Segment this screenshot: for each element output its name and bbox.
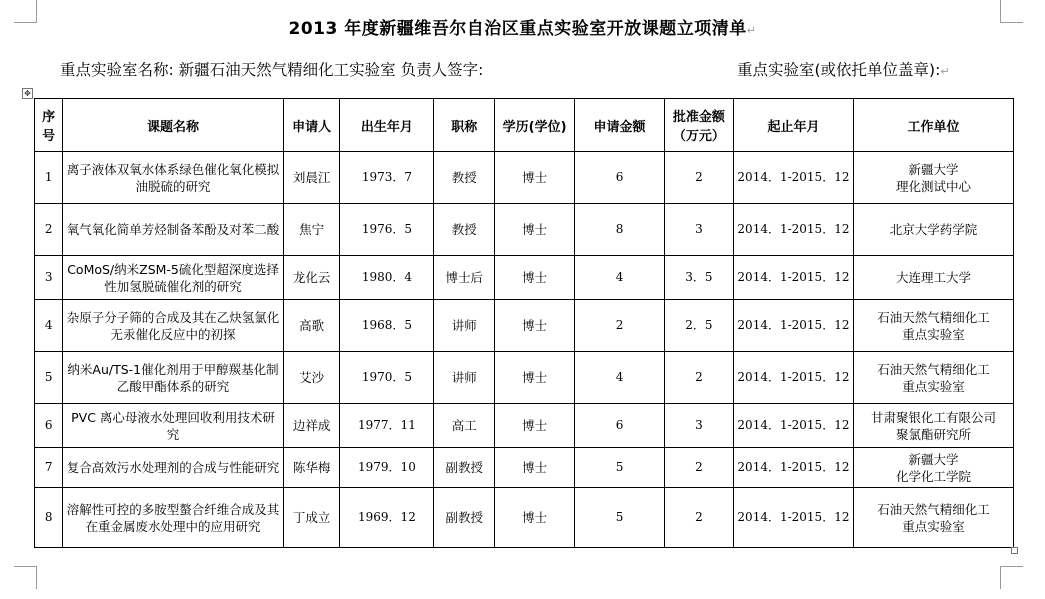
row-degree-text: 博士 — [522, 370, 548, 385]
row-period[interactable] — [733, 352, 853, 404]
row-requested[interactable] — [575, 488, 665, 548]
row-title[interactable] — [434, 256, 495, 300]
row-title[interactable] — [434, 448, 495, 488]
row-requested[interactable] — [575, 256, 665, 300]
row-no[interactable] — [35, 488, 63, 548]
row-requested-text: 6 — [615, 418, 624, 432]
row-title-text: 副教授 — [445, 460, 484, 475]
row-no-text: 7 — [44, 460, 53, 474]
row-period-text: 2014．1-2015．12 — [737, 270, 850, 284]
row-approved[interactable] — [665, 204, 734, 256]
row-applicant[interactable] — [283, 204, 340, 256]
row-birth-text: 1977．11 — [358, 418, 416, 432]
row-requested[interactable] — [575, 152, 665, 204]
row-period[interactable] — [733, 488, 853, 548]
row-period[interactable] — [733, 448, 853, 488]
row-applicant-text: 高歌 — [299, 318, 325, 333]
row-title-text: 讲师 — [451, 318, 477, 333]
row-unit[interactable] — [854, 204, 1014, 256]
row-no[interactable] — [35, 152, 63, 204]
row-topic[interactable] — [63, 300, 283, 352]
table-row — [35, 404, 1014, 448]
row-title-text: 教授 — [451, 170, 477, 185]
row-approved-text: 3．5 — [685, 270, 713, 284]
row-applicant-text: 刘晨江 — [292, 170, 331, 185]
row-title[interactable] — [434, 300, 495, 352]
row-topic[interactable] — [63, 204, 283, 256]
row-applicant-text: 龙化云 — [292, 270, 331, 285]
row-applicant-text: 焦宁 — [299, 222, 325, 237]
row-title-text: 教授 — [451, 222, 477, 237]
row-degree[interactable] — [495, 352, 575, 404]
row-requested[interactable] — [575, 404, 665, 448]
row-approved[interactable] — [665, 488, 734, 548]
row-applicant-text: 边祥成 — [292, 418, 331, 433]
page-title-text: 2013 年度新疆维吾尔自治区重点实验室开放课题立项清单 — [288, 19, 747, 39]
row-no-text: 2 — [44, 222, 53, 236]
row-topic[interactable] — [63, 404, 283, 448]
row-period[interactable] — [733, 204, 853, 256]
row-degree[interactable] — [495, 404, 575, 448]
row-unit[interactable] — [854, 256, 1014, 300]
row-unit-text: 石油天然气精细化工 重点实验室 — [877, 501, 990, 534]
lab-name-label: 重点实验室名称: 新疆石油天然气精细化工实验室 负责人签字: — [60, 61, 484, 79]
row-unit[interactable] — [854, 488, 1014, 548]
row-birth[interactable] — [340, 256, 434, 300]
row-topic-text: 溶解性可控的多胺型螯合纤维合成及其在重金属废水处理中的应用研究 — [66, 501, 280, 534]
row-degree[interactable] — [495, 448, 575, 488]
table-row — [35, 448, 1014, 488]
row-approved-text: 2 — [695, 370, 703, 384]
stamp-label — [737, 58, 950, 80]
row-topic-text: PVC 离心母液水处理回收利用技术研究 — [71, 409, 275, 442]
row-birth[interactable] — [340, 404, 434, 448]
row-title-text: 副教授 — [445, 510, 484, 525]
row-period[interactable] — [733, 300, 853, 352]
crop-mark-bottom-left — [14, 566, 37, 589]
col-header-approved: 批准金额（万元） — [665, 99, 734, 152]
row-period-text: 2014．1-2015．12 — [737, 510, 850, 524]
row-no-text: 6 — [44, 418, 53, 432]
row-approved-text: 2 — [695, 510, 703, 524]
table-row — [35, 152, 1014, 204]
row-topic-text: 杂原子分子筛的合成及其在乙炔氢氯化无汞催化反应中的初探 — [66, 309, 280, 342]
row-unit-text: 甘肃聚银化工有限公司 聚氯酯研究所 — [871, 409, 997, 442]
row-topic-text: 离子液体双氧水体系绿色催化氧化模拟油脱硫的研究 — [66, 161, 280, 194]
row-degree-text: 博士 — [522, 318, 548, 333]
row-approved[interactable] — [665, 300, 734, 352]
col-header-birth: 出生年月 — [340, 99, 434, 152]
row-birth[interactable] — [340, 152, 434, 204]
row-topic[interactable] — [63, 256, 283, 300]
table-row — [35, 488, 1014, 548]
row-degree-text: 博士 — [522, 460, 548, 475]
row-title[interactable] — [434, 352, 495, 404]
table-row — [35, 352, 1014, 404]
row-birth-text: 1970．5 — [361, 370, 413, 384]
row-no[interactable] — [35, 300, 63, 352]
row-no-text: 5 — [44, 370, 53, 384]
col-header-unit: 工作单位 — [854, 99, 1014, 152]
row-unit[interactable] — [854, 152, 1014, 204]
row-unit-text: 北京大学药学院 — [889, 222, 978, 237]
col-header-period: 起止年月 — [733, 99, 853, 152]
table-move-handle-icon[interactable]: ✥ — [22, 88, 33, 99]
row-no[interactable] — [35, 256, 63, 300]
row-no[interactable] — [35, 204, 63, 256]
row-no[interactable] — [35, 448, 63, 488]
row-requested-text: 4 — [615, 370, 624, 384]
row-applicant[interactable] — [283, 152, 340, 204]
row-approved-text: 2．5 — [685, 318, 713, 332]
row-requested-text: 8 — [615, 222, 624, 236]
col-header-no: 序号 — [35, 99, 63, 152]
row-requested-text: 5 — [615, 460, 624, 474]
row-topic-text: CoMoS/纳米ZSM-5硫化型超深度选择性加氢脱硫催化剂的研究 — [67, 261, 279, 294]
row-topic-text: 纳米Au/TS-1催化剂用于甲醇羰基化制乙酸甲酯体系的研究 — [67, 361, 279, 394]
row-birth[interactable] — [340, 300, 434, 352]
row-no-text: 8 — [44, 510, 53, 524]
row-topic-text: 氧气氧化简单芳烃制备苯酚及对苯二酸 — [66, 222, 280, 237]
row-birth-text: 1979．10 — [358, 460, 416, 474]
row-unit-text: 大连理工大学 — [896, 270, 972, 285]
row-degree[interactable] — [495, 488, 575, 548]
table-row — [35, 204, 1014, 256]
row-title-text: 博士后 — [445, 270, 484, 285]
row-applicant-text: 陈华梅 — [292, 460, 331, 475]
row-period-text: 2014．1-2015．12 — [737, 418, 850, 432]
row-unit-text: 新疆大学 化学化工学院 — [896, 451, 972, 484]
row-period[interactable] — [733, 152, 853, 204]
table-row — [35, 300, 1014, 352]
row-requested-text: 4 — [615, 270, 624, 284]
row-approved[interactable] — [665, 256, 734, 300]
page-title — [0, 14, 1045, 39]
row-topic[interactable] — [63, 352, 283, 404]
row-approved-text: 2 — [695, 460, 703, 474]
row-period-text: 2014．1-2015．12 — [737, 460, 850, 474]
row-topic-text: 复合高效污水处理剂的合成与性能研究 — [66, 460, 280, 475]
row-no-text: 3 — [44, 270, 53, 284]
row-unit-text: 石油天然气精细化工 重点实验室 — [877, 309, 990, 342]
row-applicant[interactable] — [283, 448, 340, 488]
row-unit[interactable] — [854, 448, 1014, 488]
project-table — [34, 98, 1014, 548]
row-applicant[interactable] — [283, 404, 340, 448]
row-unit[interactable] — [854, 404, 1014, 448]
row-applicant[interactable] — [283, 256, 340, 300]
row-degree[interactable] — [495, 256, 575, 300]
row-requested[interactable] — [575, 300, 665, 352]
row-title[interactable] — [434, 204, 495, 256]
row-applicant-text: 丁成立 — [292, 510, 331, 525]
row-requested[interactable] — [575, 448, 665, 488]
row-title[interactable] — [434, 404, 495, 448]
paragraph-mark-icon: ↵ — [940, 65, 950, 78]
row-no-text: 4 — [44, 318, 53, 332]
paragraph-mark-icon: ↵ — [746, 24, 757, 37]
row-birth-text: 1976．5 — [361, 222, 413, 236]
row-birth-text: 1969．12 — [358, 510, 416, 524]
row-approved-text: 3 — [695, 418, 703, 432]
table-resize-handle-icon[interactable] — [1011, 547, 1018, 554]
row-birth[interactable] — [340, 488, 434, 548]
row-unit[interactable] — [854, 352, 1014, 404]
row-topic[interactable] — [63, 488, 283, 548]
row-birth[interactable] — [340, 352, 434, 404]
row-title-text: 高工 — [451, 418, 477, 433]
row-no-text: 1 — [44, 170, 53, 184]
row-applicant[interactable] — [283, 488, 340, 548]
stamp-label-text: 重点实验室(或依托单位盖章): — [737, 61, 941, 79]
row-birth[interactable] — [340, 204, 434, 256]
row-degree[interactable] — [495, 152, 575, 204]
row-degree-text: 博士 — [522, 418, 548, 433]
row-title-text: 讲师 — [451, 370, 477, 385]
row-approved[interactable] — [665, 448, 734, 488]
row-requested-text: 5 — [615, 510, 624, 524]
row-approved[interactable] — [665, 404, 734, 448]
row-topic[interactable] — [63, 152, 283, 204]
row-approved-text: 3 — [695, 222, 703, 236]
row-applicant[interactable] — [283, 300, 340, 352]
table-row — [35, 256, 1014, 300]
row-period-text: 2014．1-2015．12 — [737, 222, 850, 236]
row-unit-text: 石油天然气精细化工 重点实验室 — [877, 361, 990, 394]
row-approved[interactable] — [665, 352, 734, 404]
row-unit[interactable] — [854, 300, 1014, 352]
row-birth-text: 1968．5 — [361, 318, 413, 332]
col-header-degree: 学历(学位) — [495, 99, 575, 152]
col-header-applicant: 申请人 — [283, 99, 340, 152]
row-no[interactable] — [35, 352, 63, 404]
row-degree-text: 博士 — [522, 270, 548, 285]
row-birth-text: 1973．7 — [361, 170, 413, 184]
row-degree-text: 博士 — [522, 222, 548, 237]
row-degree-text: 博士 — [522, 510, 548, 525]
row-birth-text: 1980．4 — [361, 270, 413, 284]
row-degree-text: 博士 — [522, 170, 548, 185]
row-requested[interactable] — [575, 352, 665, 404]
row-birth[interactable] — [340, 448, 434, 488]
row-applicant-text: 艾沙 — [299, 370, 325, 385]
row-period-text: 2014．1-2015．12 — [737, 318, 850, 332]
row-topic[interactable] — [63, 448, 283, 488]
row-requested-text: 2 — [615, 318, 624, 332]
row-period-text: 2014．1-2015．12 — [737, 370, 850, 384]
row-requested[interactable] — [575, 204, 665, 256]
col-header-title: 职称 — [434, 99, 495, 152]
row-requested-text: 6 — [615, 170, 624, 184]
row-degree[interactable] — [495, 204, 575, 256]
row-period[interactable] — [733, 256, 853, 300]
row-approved-text: 2 — [695, 170, 703, 184]
row-no[interactable] — [35, 404, 63, 448]
row-title[interactable] — [434, 488, 495, 548]
crop-mark-bottom-right — [1000, 566, 1023, 589]
col-header-topic: 课题名称 — [63, 99, 283, 152]
row-applicant[interactable] — [283, 352, 340, 404]
col-header-requested: 申请金额 — [575, 99, 665, 152]
row-degree[interactable] — [495, 300, 575, 352]
row-period-text: 2014．1-2015．12 — [737, 170, 850, 184]
row-title[interactable] — [434, 152, 495, 204]
row-approved[interactable] — [665, 152, 734, 204]
row-period[interactable] — [733, 404, 853, 448]
table-header-row — [35, 99, 1014, 152]
row-unit-text: 新疆大学 理化测试中心 — [896, 161, 972, 194]
